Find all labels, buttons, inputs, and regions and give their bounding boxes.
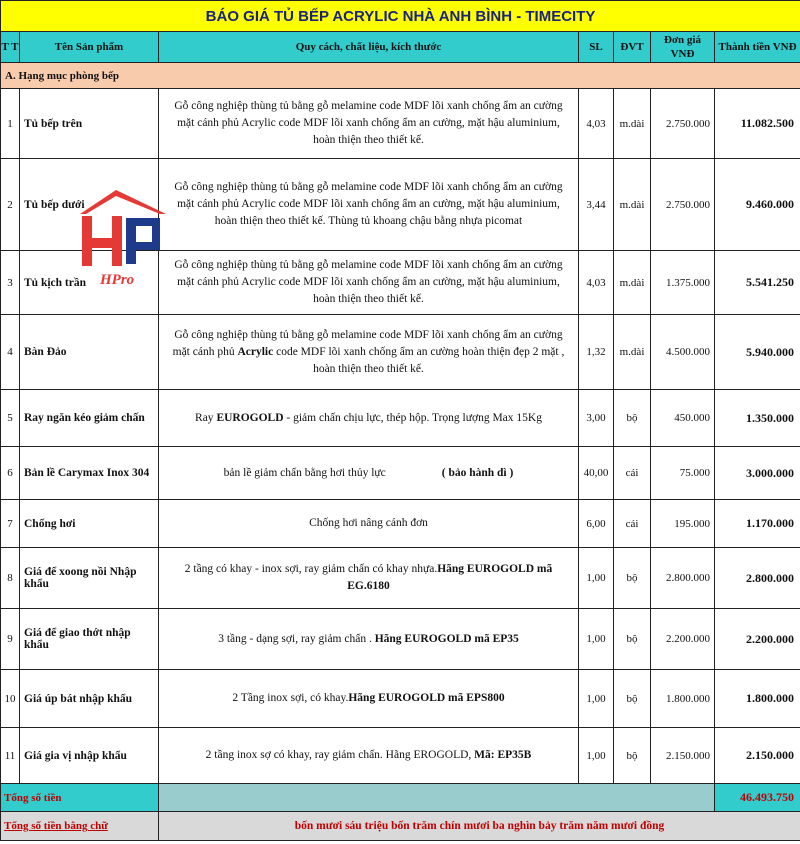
spec-bold: Acrylic xyxy=(237,345,274,358)
row-thanhtien: 3.000.000 xyxy=(715,447,800,500)
row-tt: 7 xyxy=(1,500,20,548)
header-dvt: ĐVT xyxy=(614,32,651,63)
row-sl: 1,00 xyxy=(579,670,614,728)
table-row xyxy=(1,670,800,728)
row-name: Bàn Đảo xyxy=(20,315,159,390)
row-dongia: 1.375.000 xyxy=(651,251,715,315)
row-thanhtien: 1.350.000 xyxy=(715,390,800,447)
row-dvt: cái xyxy=(614,500,651,548)
table-row xyxy=(1,609,800,670)
table-row xyxy=(1,315,800,390)
spec-bold: ( bảo hành dì ) xyxy=(441,466,514,479)
row-name: Ray ngăn kéo giảm chấn xyxy=(20,390,159,447)
header-name: Tên Sản phẩm xyxy=(20,32,159,63)
row-sl: 40,00 xyxy=(579,447,614,500)
title-row xyxy=(1,1,800,32)
row-thanhtien: 9.460.000 xyxy=(715,159,800,251)
spec-text: Gỗ công nghiệp thùng tủ bằng gỗ melamine code MDF lõi xanh chống ẩm an cường mặt cánh phủ xyxy=(172,328,563,358)
spec-bold: Hãng EUROGOLD mã EPS800 xyxy=(348,692,505,704)
spec-text-after: code MDF lõi xanh chống ẩm an cường hoàn thiện đẹp 2 mặt , hoàn thiện theo thiết kế. xyxy=(273,345,565,375)
spec-bold: EUROGOLD xyxy=(216,411,284,424)
row-name: Giá để giao thớt nhập khẩu xyxy=(20,609,159,670)
row-dongia: 450.000 xyxy=(651,390,715,447)
row-sl: 3,44 xyxy=(579,159,614,251)
spec-text: 2 Tầng inox sợi, có khay. xyxy=(232,692,349,704)
row-thanhtien: 2.800.000 xyxy=(715,548,800,609)
total-spacer xyxy=(159,784,715,812)
header-tt: T T xyxy=(1,32,20,63)
row-sl: 1,32 xyxy=(579,315,614,390)
hpro-logo xyxy=(76,188,172,288)
row-spec: Gỗ công nghiệp thùng tủ bằng gỗ melamine code MDF lõi xanh chống ẩm an cường mặt cánh phủ Acrylic code MDF lõi xanh chống ẩm an cường, mặt hậu aluminium, hoàn thiện theo thiết kế. xyxy=(159,89,579,159)
row-spec xyxy=(159,609,579,670)
row-dvt: bộ xyxy=(614,390,651,447)
row-dvt: m.dài xyxy=(614,159,651,251)
table-row xyxy=(1,548,800,609)
total-label: Tổng số tiền xyxy=(1,784,159,812)
row-spec xyxy=(159,728,579,784)
table-row xyxy=(1,500,800,548)
table-row xyxy=(1,89,800,159)
words-label: Tổng số tiền bằng chữ xyxy=(1,812,159,841)
row-spec xyxy=(159,315,579,390)
row-tt: 10 xyxy=(1,670,20,728)
header-dongia: Đơn giá VNĐ xyxy=(651,32,715,63)
row-thanhtien: 2.200.000 xyxy=(715,609,800,670)
row-thanhtien: 5.940.000 xyxy=(715,315,800,390)
spec-bold: Mã: EP35B xyxy=(474,749,532,761)
row-dvt: cái xyxy=(614,447,651,500)
row-dongia: 2.750.000 xyxy=(651,159,715,251)
row-dongia: 2.800.000 xyxy=(651,548,715,609)
row-name: Bản lề Carymax Inox 304 xyxy=(20,447,159,500)
row-tt: 8 xyxy=(1,548,20,609)
row-sl: 6,00 xyxy=(579,500,614,548)
row-dvt: bộ xyxy=(614,548,651,609)
row-dvt: bộ xyxy=(614,609,651,670)
row-sl: 4,03 xyxy=(579,89,614,159)
spec-text-after: - giảm chấn chịu lực, thép hộp. Trọng lượng Max 15Kg xyxy=(283,411,542,424)
row-name: Tủ bếp trên xyxy=(20,89,159,159)
table-row xyxy=(1,390,800,447)
logo-text: HPro xyxy=(100,272,135,288)
row-dvt: bộ xyxy=(614,728,651,784)
row-dongia: 2.150.000 xyxy=(651,728,715,784)
row-dongia: 4.500.000 xyxy=(651,315,715,390)
row-name: Giá gia vị nhập khẩu xyxy=(20,728,159,784)
table-row xyxy=(1,447,800,500)
row-thanhtien: 11.082.500 xyxy=(715,89,800,159)
row-thanhtien: 2.150.000 xyxy=(715,728,800,784)
row-tt: 3 xyxy=(1,251,20,315)
row-dvt: m.dài xyxy=(614,251,651,315)
spec-text: 2 tầng inox sợ có khay, ray giảm chấn. Hãng EROGOLD, xyxy=(205,749,475,761)
row-dongia: 1.800.000 xyxy=(651,670,715,728)
words-value: bốn mươi sáu triệu bốn trăm chín mươi ba nghìn bảy trăm năm mươi đồng xyxy=(159,812,800,841)
row-thanhtien: 1.170.000 xyxy=(715,500,800,548)
header-sl: SL xyxy=(579,32,614,63)
section-row xyxy=(1,63,800,89)
header-spec: Quy cách, chất liệu, kích thước xyxy=(159,32,579,63)
row-spec xyxy=(159,670,579,728)
row-tt: 2 xyxy=(1,159,20,251)
row-dongia: 195.000 xyxy=(651,500,715,548)
row-tt: 9 xyxy=(1,609,20,670)
page-title: BÁO GIÁ TỦ BẾP ACRYLIC NHÀ ANH BÌNH - TIMECITY xyxy=(1,1,800,32)
spec-text: 2 tầng có khay - inox sợi, ray giảm chấn có khay nhựa. xyxy=(184,563,438,575)
row-tt: 11 xyxy=(1,728,20,784)
row-tt: 6 xyxy=(1,447,20,500)
row-tt: 1 xyxy=(1,89,20,159)
spec-bold: Hãng EUROGOLD mã EP35 xyxy=(374,632,519,645)
row-sl: 1,00 xyxy=(579,609,614,670)
row-thanhtien: 1.800.000 xyxy=(715,670,800,728)
row-spec xyxy=(159,390,579,447)
row-sl: 3,00 xyxy=(579,390,614,447)
row-thanhtien: 5.541.250 xyxy=(715,251,800,315)
total-row xyxy=(1,784,800,812)
row-spec: Gỗ công nghiệp thùng tủ bằng gỗ melamine code MDF lõi xanh chống ẩm an cường mặt cánh phủ Acrylic code MDF lõi xanh chống ẩm an cường, mặt hậu aluminium, hoàn thiện theo thiết kế. Thùng tủ khoang chậu bằng nhựa picomat xyxy=(159,159,579,251)
row-sl: 1,00 xyxy=(579,548,614,609)
row-dvt: m.dài xyxy=(614,89,651,159)
row-name: Chống hơi xyxy=(20,500,159,548)
row-dvt: m.dài xyxy=(614,315,651,390)
row-name: Giá để xoong nồi Nhập khẩu xyxy=(20,548,159,609)
row-name: Tủ kịch trần xyxy=(20,251,159,315)
row-sl: 4,03 xyxy=(579,251,614,315)
header-row xyxy=(1,32,800,63)
row-tt: 5 xyxy=(1,390,20,447)
row-dongia: 2.200.000 xyxy=(651,609,715,670)
row-name: Tủ bếp dưới xyxy=(20,159,159,251)
spec-bold: Hãng EUROGOLD mã EG.6180 xyxy=(347,563,553,592)
spec-text: Ray xyxy=(195,411,217,424)
section-a-label: A. Hạng mục phòng bếp xyxy=(1,63,800,89)
row-spec xyxy=(159,447,579,500)
logo-roof xyxy=(80,190,166,214)
row-dongia: 2.750.000 xyxy=(651,89,715,159)
total-amount: 46.493.750 xyxy=(715,784,800,812)
spec-text: 3 tầng - dạng sợi, ray giảm chấn . xyxy=(218,632,375,645)
row-dongia: 75.000 xyxy=(651,447,715,500)
row-name: Giá úp bát nhập khẩu xyxy=(20,670,159,728)
row-spec xyxy=(159,548,579,609)
row-dvt: bộ xyxy=(614,670,651,728)
words-row xyxy=(1,812,800,841)
row-tt: 4 xyxy=(1,315,20,390)
table-row xyxy=(1,728,800,784)
spec-text: bản lề giảm chấn bằng hơi thủy lực xyxy=(223,466,386,479)
row-spec: Chống hơi nâng cánh đơn xyxy=(159,500,579,548)
header-thanhtien: Thành tiền VNĐ xyxy=(715,32,800,63)
row-spec: Gỗ công nghiệp thùng tủ bằng gỗ melamine code MDF lõi xanh chống ẩm an cường mặt cánh phủ Acrylic code MDF lõi xanh chống ẩm an cường, mặt hậu aluminium, hoàn thiện theo thiết kế. xyxy=(159,251,579,315)
row-sl: 1,00 xyxy=(579,728,614,784)
